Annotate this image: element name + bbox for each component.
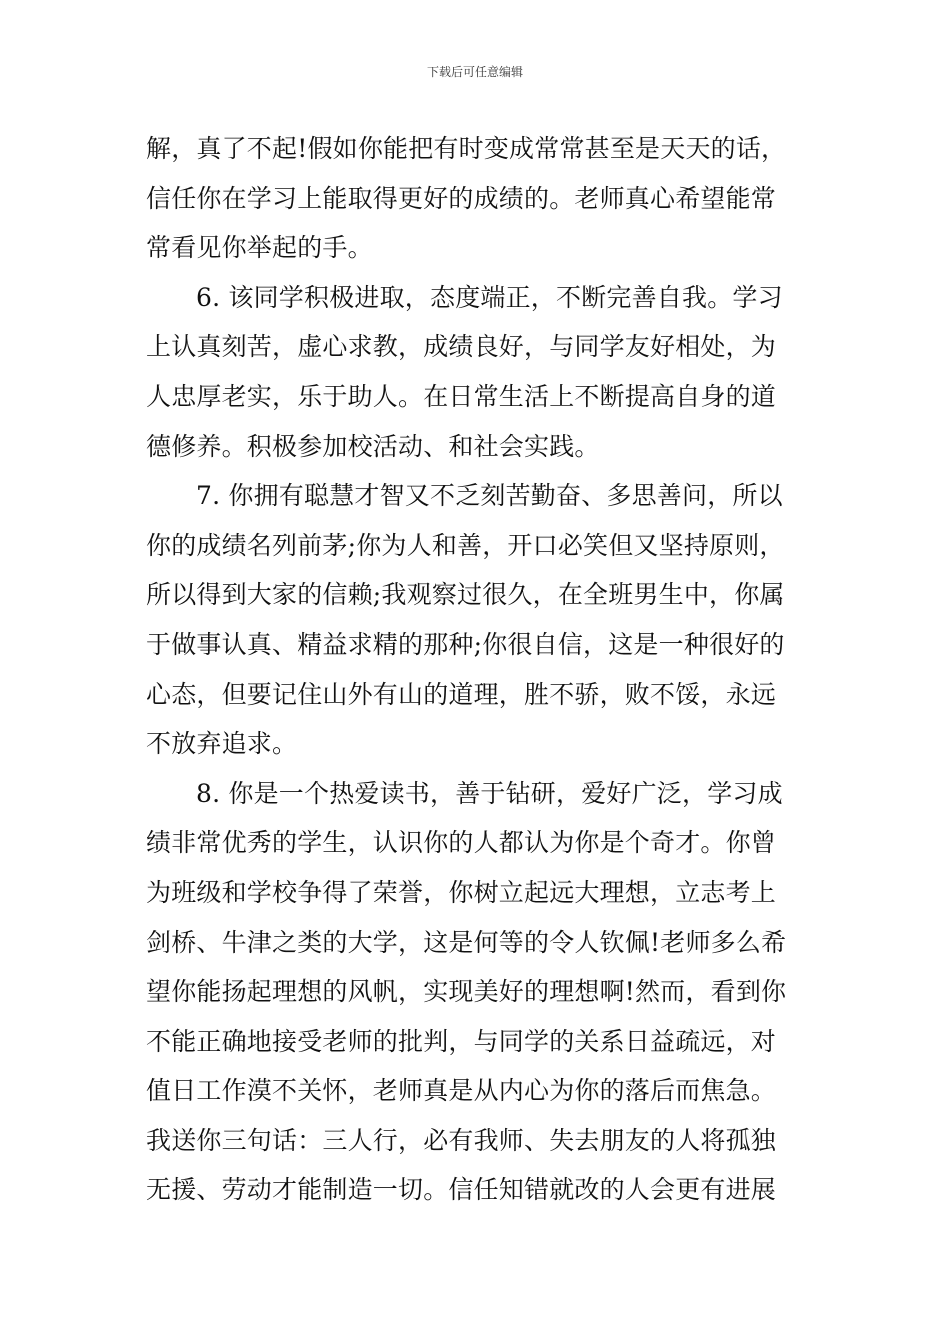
text-line: 剑桥、牛津之类的大学，这是何等的令人钦佩!老师多么希 (146, 927, 787, 957)
document-body (146, 124, 811, 1215)
text-line: 解，真了不起!假如你能把有时变成常常甚至是天天的话， (146, 134, 787, 163)
paragraph-start-7: 7. 你拥有聪慧才智又不乏刻苦勤奋、多思善问，所以 (196, 481, 783, 511)
text-line: 心态，但要记住山外有山的道理，胜不骄，败不馁，永远 (146, 679, 777, 709)
text-line: 为班级和学校争得了荣誉，你树立起远大理想，立志考上 (146, 877, 777, 907)
paragraph-start-8: 8. 你是一个热爱读书，善于钻研，爱好广泛，学习成 (196, 778, 783, 808)
page-header: 下载后可任意编辑 (426, 65, 523, 79)
text-line: 常看见你举起的手。 (146, 233, 373, 263)
text-line: 无援、劳动才能制造一切。信任知错就改的人会更有进展 (146, 1175, 777, 1205)
text-line: 绩非常优秀的学生，认识你的人都认为你是个奇才。你曾 (146, 828, 777, 858)
text-line: 值日工作漠不关怀，老师真是从内心为你的落后而焦急。 (146, 1076, 777, 1106)
text-line: 不放弃追求。 (146, 729, 298, 759)
text-line: 人忠厚老实，乐于助人。在日常生活上不断提高自身的道 (146, 381, 777, 411)
text-line: 你的成绩名列前茅;你为人和善，开口必笑但又坚持原则， (146, 530, 785, 560)
paragraph-start-6: 6. 该同学积极进取，态度端正，不断完善自我。学习 (196, 282, 783, 312)
text-line: 上认真刻苦，虚心求教，成绩良好，与同学友好相处，为 (146, 332, 777, 362)
text-line: 望你能扬起理想的风帆，实现美好的理想啊!然而，看到你 (146, 977, 787, 1007)
text-line: 所以得到大家的信赖;我观察过很久，在全班男生中，你属 (146, 580, 785, 610)
text-line: 不能正确地接受老师的批判，与同学的关系日益疏远，对 (146, 1026, 777, 1056)
text-line: 德修养。积极参加校活动、和社会实践。 (146, 431, 600, 461)
text-line: 于做事认真、精益求精的那种;你很自信，这是一种很好的 (146, 629, 785, 659)
text-line: 我送你三句话：三人行，必有我师、失去朋友的人将孤独 (146, 1125, 777, 1155)
text-line: 信任你在学习上能取得更好的成绩的。老师真心希望能常 (146, 183, 777, 213)
